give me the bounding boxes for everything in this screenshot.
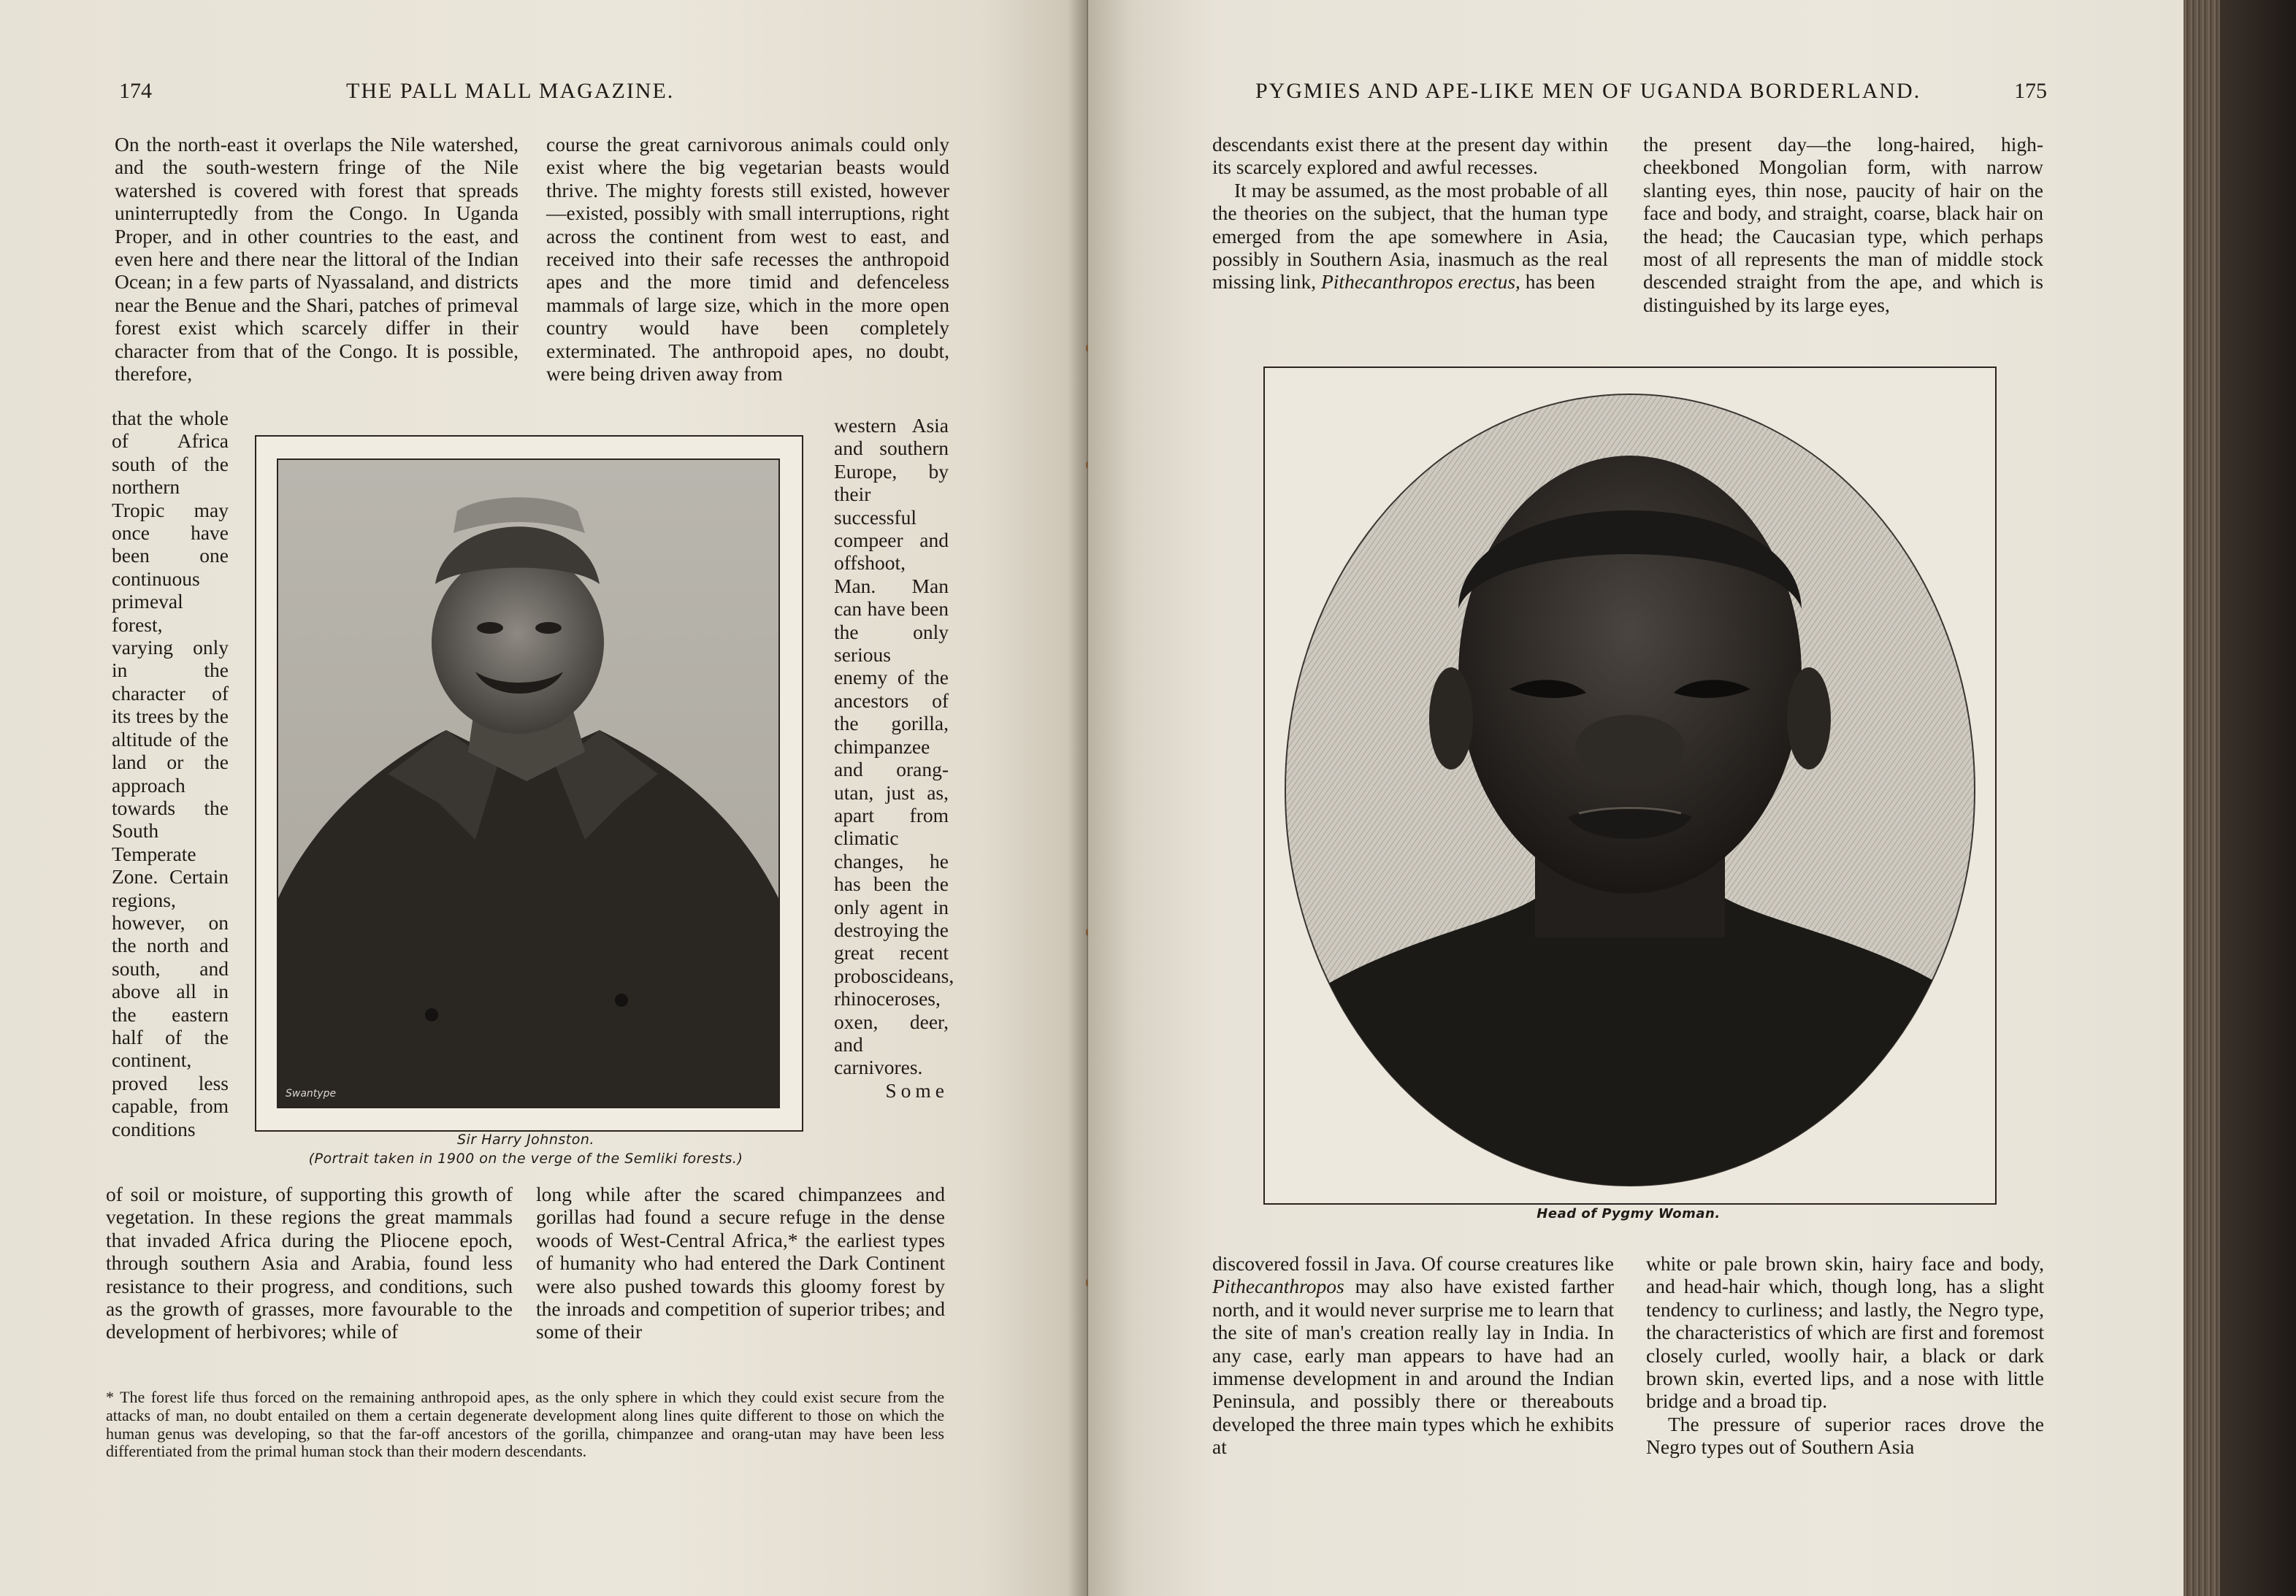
photo-signature: Swantype: [286, 1088, 337, 1100]
left-col2-bottom: [536, 1183, 945, 1343]
paragraph: of soil or moisture, of supporting this growth of vegetation. In these regions the great mammals that invaded Africa during the Pliocene epoch, through southern Asia and Arabia, found less resistance to their progress, and conditions, such as the growth of grasses, more favourable to the development of herbivores; while of: [106, 1183, 513, 1343]
left-col2-top: [546, 133, 949, 385]
left-page: [0, 0, 1088, 1596]
portrait-frame: [255, 435, 803, 1132]
left-col1-narrow: [112, 407, 229, 1140]
right-page: [1088, 0, 2184, 1596]
paragraph: long while after the scared chimpanzees and gorillas had found a secure refuge in the dense woods of West-Central Africa,* the earliest types of humanity who had entered the Dark Continent were also pushed towards this gloomy forest by the inroads and competition of superior tribes; and some of their: [536, 1183, 945, 1343]
pygmy-portrait-illustration: [1265, 368, 1995, 1203]
left-col2-narrow: [834, 414, 954, 1102]
portrait-caption-sub: (Portrait taken in 1900 on the verge of the Semliki forests.): [308, 1151, 743, 1167]
portrait-illustration: [278, 460, 778, 1107]
paragraph: [1212, 179, 1608, 294]
left-col1-bottom: [106, 1183, 513, 1343]
pygmy-portrait-frame: [1263, 367, 1997, 1205]
text-run: It may be assumed, as the most probable of all the theories on the subject, that the human type emerged from the ape somewhere in Asia, possibly in Southern Asia, inasmuch as the real missing link,: [1212, 178, 1608, 294]
right-col1-top: [1212, 133, 1608, 294]
paragraph: descendants exist there at the present day within its scarcely explored and awful recesses.: [1212, 133, 1608, 179]
portrait-photo: [277, 459, 780, 1108]
text-run: may also have existed farther north, and it would never surprise me to learn that the site of man's creation really lay in India. In any case, early man appears to have had an immense development in and around the Indian Peninsula, and possibly there or thereabouts developed the three main types which he exhibits at: [1212, 1275, 1614, 1459]
page-number-right: 175: [2014, 79, 2047, 103]
paragraph: white or pale brown skin, hairy face and body, and head-hair which, though long, has a slight tendency to curliness; and lastly, the Negro type, the characteristics of which are first and foremost closely curled, woolly hair, a black or dark brown skin, everted lips, and a nose with little bridge and a broad tip.: [1646, 1252, 2044, 1413]
text-run: has been: [1520, 270, 1596, 294]
paragraph: On the north-east it overlaps the Nile watershed, and the south-western fringe of the Nile watershed is covered with forest that spreads uninterruptedly from the Congo. In Uganda Proper, and in other countries to the east, and even here and there near the littoral of the Indian Ocean; in a few parts of Nyassaland, and districts near the Benue and the Shari, patches of primeval forest exist which scarcely differ in their character from that of the Congo. It is possible, therefore,: [115, 133, 518, 385]
paragraph: course the great carnivorous animals could only exist where the big vegetarian beasts would thrive. The mighty forests still existed, however—existed, possibly with small interruptions, right across the continent from west to east, and received into their safe recesses the anthropoid apes and the more timid and defenceless mammals of large size, which in the more open country would have been completely exterminated. The anthropoid apes, no doubt, were being driven away from: [546, 133, 949, 385]
paragraph: that the whole of Africa south of the northern Tropic may once have been one continuous primeval forest, varying only in the character of its trees by the altitude of the land or the approach towards the South Temperate Zone. Certain regions, however, on the north and south, and above all in the eastern half of the continent, proved less capable, from conditions: [112, 407, 229, 1140]
paragraph: [1212, 1252, 1614, 1459]
italic-term: Pithecanthropos erectus,: [1320, 270, 1520, 294]
right-col2-bottom: [1646, 1252, 2044, 1459]
right-col1-bottom: [1212, 1252, 1614, 1459]
running-head-left: THE PALL MALL MAGAZINE.: [346, 79, 675, 103]
paragraph-some: Some: [885, 1078, 949, 1102]
right-col2-top: [1643, 133, 2043, 316]
footnote: * The forest life thus forced on the remaining anthropoid apes, as the only sphere in which they could exist secure from the attacks of man, no doubt entailed on them a certain degenerate development along lines quite different to those on which the human genus was developing, so that the far-off ancestors of the gorilla, chimpanzee and orang-utan may have been less differentiated from the primal human stock than their modern descendants.: [106, 1388, 944, 1461]
paragraph: the present day—the long-haired, high-cheekboned Mongolian form, with narrow slanting eyes, thin nose, paucity of hair on the face and body, and straight, coarse, black hair on the head; the Caucasian type, which perhaps most of all represents the man of middle stock descended straight from the ape, and which is distinguished by its large eyes,: [1643, 133, 2043, 316]
page-number-left: 174: [119, 79, 152, 103]
paragraph: western Asia and southern Europe, by their successful compeer and offshoot, Man. Man can have been the only serious enemy of the ancestors of the gorilla, chimpanzee and orang-utan, just as, apart from climatic changes, he has been the only agent in destroying the great recent proboscideans, rhinoceroses, oxen, deer, and carnivores.: [834, 414, 954, 1079]
running-head-right: PYGMIES AND APE-LIKE MEN OF UGANDA BORDERLAND.: [1255, 79, 1921, 103]
left-col1-top: [115, 133, 518, 385]
portrait-caption-title: Sir Harry Johnston.: [457, 1132, 594, 1148]
book-cover-edge: [2220, 0, 2296, 1596]
text-run: discovered fossil in Java. Of course creatures like: [1212, 1252, 1614, 1275]
paragraph: The pressure of superior races drove the Negro types out of Southern Asia: [1646, 1412, 2044, 1459]
pygmy-caption: Head of Pygmy Woman.: [1537, 1206, 1721, 1221]
italic-term: Pithecanthropos: [1212, 1275, 1344, 1298]
